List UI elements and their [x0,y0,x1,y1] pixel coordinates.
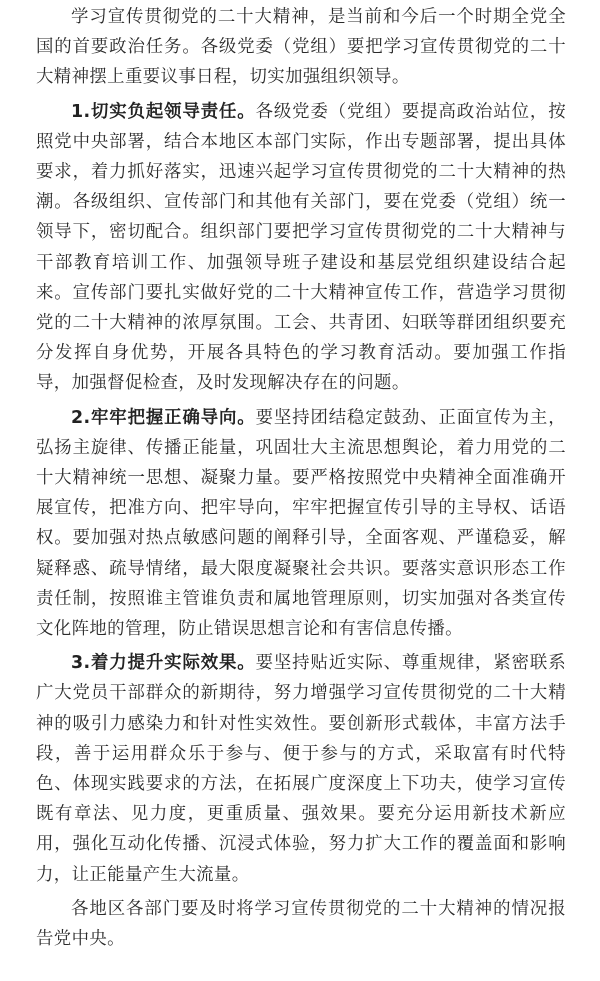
intro-paragraph [36,2,566,93]
point-3-paragraph [36,648,566,890]
point-2-paragraph [36,403,566,645]
point-1-heading: 1.切实负起领导责任。 [71,101,256,122]
point-3-heading: 3.着力提升实际效果。 [71,653,256,674]
intro-text: 学习宣传贯彻党的二十大精神，是当前和今后一个时期全党全国的首要政治任务。各级党委（党组）要把学习宣传贯彻党的二十大精神摆上重要议事日程，切实加强组织领导。 [36,7,566,88]
closing-paragraph [36,894,566,954]
point-2-heading: 2.牢牢把握正确导向。 [71,407,256,428]
point-3-text: 要坚持贴近实际、尊重规律，紧密联系广大党员干部群众的新期待，努力增强学习宣传贯彻党的二十大精神的吸引力感染力和针对性实效性。要创新形式载体，丰富方法手段，善于运用群众乐于参与、便于参与的方式，采取富有时代特色、体现实践要求的方法，在拓展广度深度上下功夫，使学习宣传既有章法、见力度，更重质量、强效果。要充分运用新技术新应用，强化互动化传播、沉浸式体验，努力扩大工作的覆盖面和影响力，让正能量产生大流量。 [36,653,566,885]
closing-text: 各地区各部门要及时将学习宣传贯彻党的二十大精神的情况报告党中央。 [36,898,566,950]
point-1-paragraph [36,97,566,399]
document-page [36,2,566,954]
point-1-text: 各级党委（党组）要提高政治站位，按照党中央部署，结合本地区本部门实际，作出专题部署，提出具体要求，着力抓好落实，迅速兴起学习宣传贯彻党的二十大精神的热潮。各级组织、宣传部门和其他有关部门，要在党委（党组）统一领导下，密切配合。组织部门要把学习宣传贯彻党的二十大精神与干部教育培训工作、加强领导班子建设和基层党组织建设结合起来。宣传部门要扎实做好党的二十大精神宣传工作，营造学习贯彻党的二十大精神的浓厚氛围。工会、共青团、妇联等群团组织要充分发挥自身优势，开展各具特色的学习教育活动。要加强工作指导，加强督促检查，及时发现解决存在的问题。 [36,101,566,394]
point-2-text: 要坚持团结稳定鼓劲、正面宣传为主，弘扬主旋律、传播正能量，巩固壮大主流思想舆论，着力用党的二十大精神统一思想、凝聚力量。要严格按照党中央精神全面准确开展宣传，把准方向、把牢导向，牢牢把握宣传引导的主导权、话语权。要加强对热点敏感问题的阐释引导，全面客观、严谨稳妥，解疑释惑、疏导情绪，最大限度凝聚社会共识。要落实意识形态工作责任制，按照谁主管谁负责和属地管理原则，切实加强对各类宣传文化阵地的管理，防止错误思想言论和有害信息传播。 [36,407,566,640]
